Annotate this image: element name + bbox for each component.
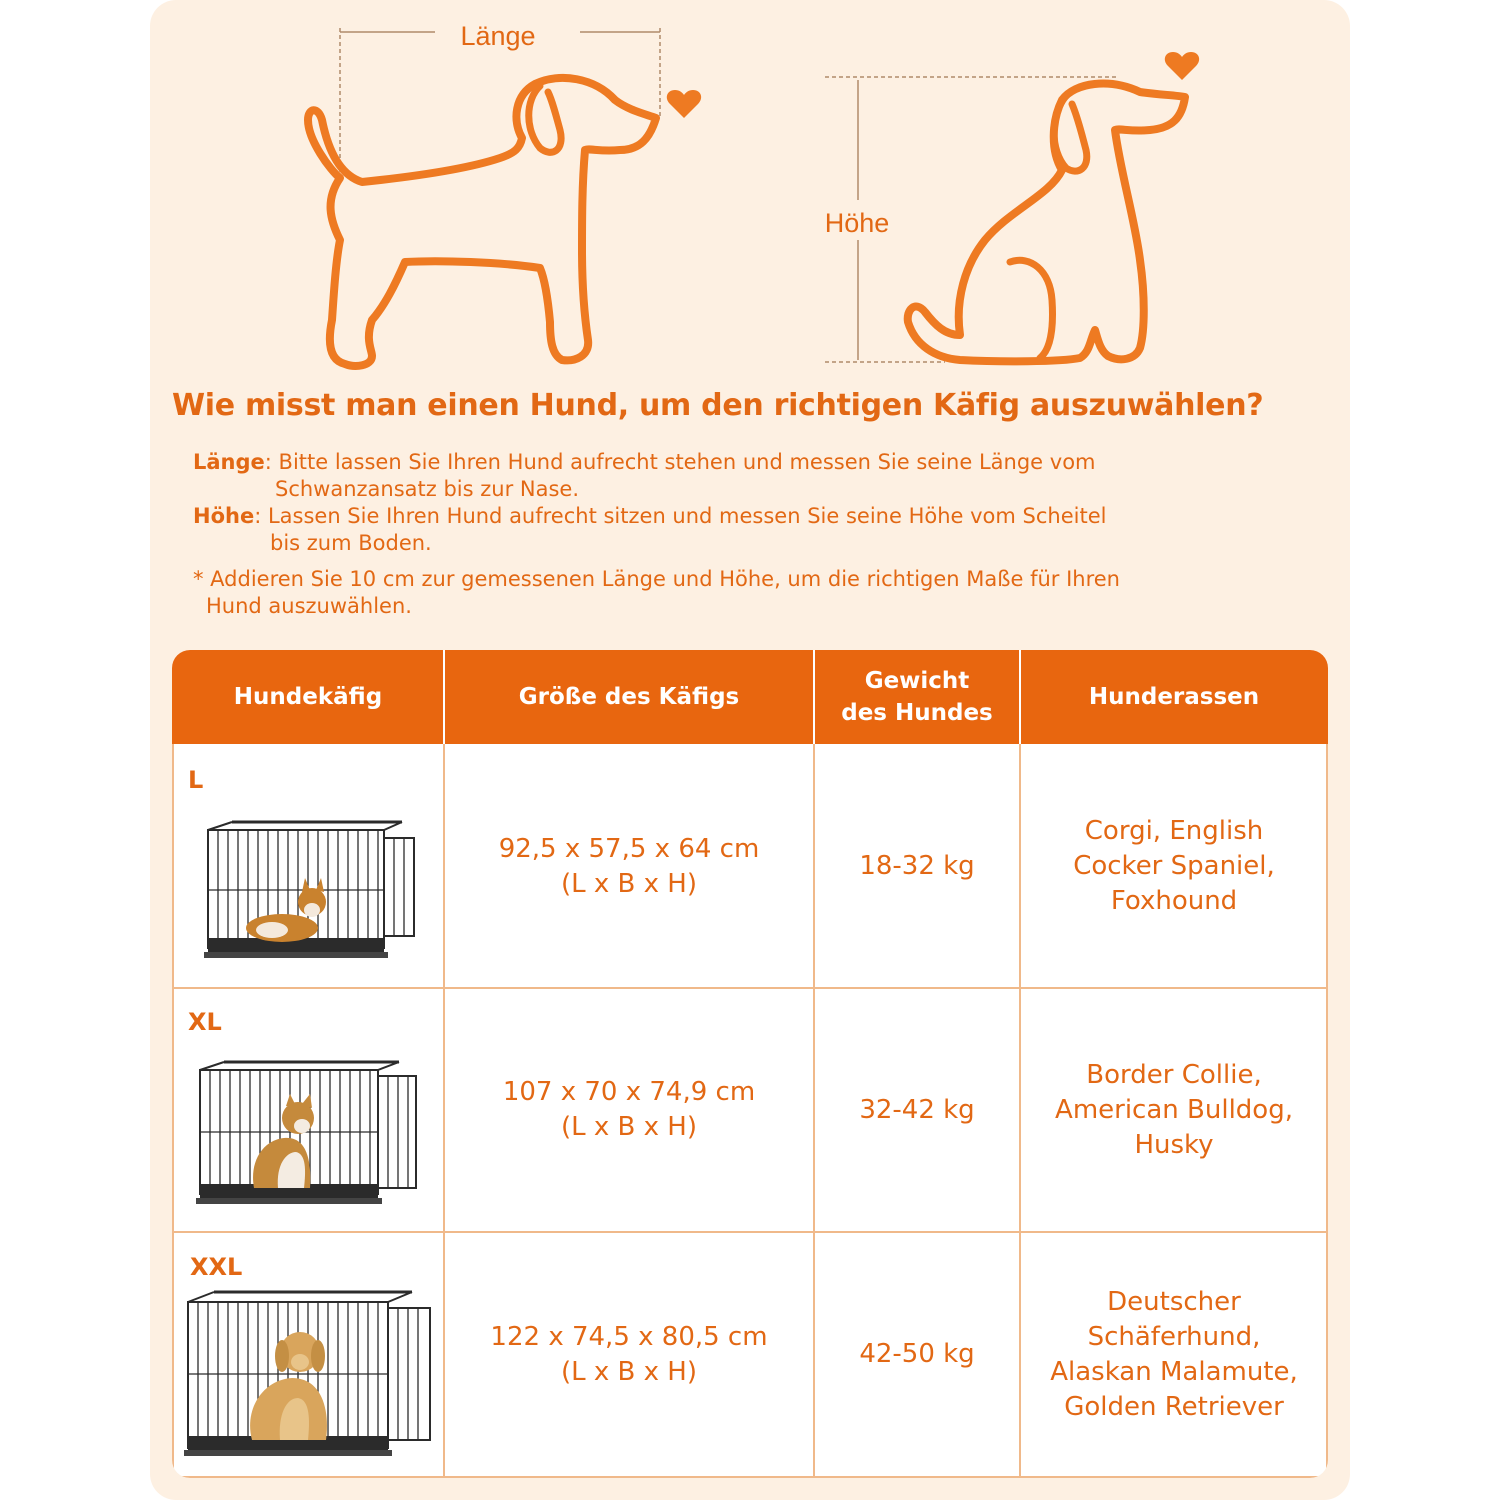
length-instruction-cont: Schwanzansatz bis zur Nase.	[275, 477, 580, 501]
cell-dimensions: 92,5 x 57,5 x 64 cm (L x B x H)	[498, 833, 760, 899]
cell-dimensions: 122 x 74,5 x 80,5 cm (L x B x H)	[490, 1321, 768, 1387]
crate-with-corgi-image	[202, 820, 422, 965]
crate-with-border-collie-image	[194, 1060, 426, 1210]
heart-icon	[667, 90, 701, 118]
size-label: L	[188, 766, 204, 794]
standing-dog-icon	[308, 78, 656, 366]
sitting-dog-icon	[908, 84, 1185, 362]
header-size: Größe des Käfigs	[518, 684, 740, 710]
size-label: XL	[188, 1008, 222, 1036]
size-label: XXL	[190, 1253, 243, 1281]
cell-breeds: Corgi, English Cocker Spaniel, Foxhound	[1073, 816, 1275, 916]
page-title: Wie misst man einen Hund, um den richtigen Käfig auszuwählen?	[172, 388, 1264, 423]
cell-weight: 32-42 kg	[859, 1094, 975, 1125]
cell-dimensions: 107 x 70 x 74,9 cm (L x B x H)	[502, 1077, 756, 1142]
size-table	[172, 650, 1328, 1478]
cell-weight: 18-32 kg	[859, 851, 975, 881]
cell-weight: 42-50 kg	[859, 1339, 975, 1369]
header-weight: Gewicht des Hundes	[841, 668, 993, 726]
table-header	[172, 650, 1328, 744]
height-instruction: Höhe: Lassen Sie Ihren Hund aufrecht sitzen und messen Sie seine Höhe vom Scheitel	[193, 504, 1107, 528]
cell-breeds: Deutscher Schäferhund, Alaskan Malamute, Golden Retriever	[1050, 1286, 1298, 1422]
length-term: Länge	[193, 450, 265, 474]
header-crate: Hundekäfig	[233, 684, 383, 710]
cell-breeds: Border Collie, American Bulldog, Husky	[1055, 1059, 1293, 1160]
height-instruction-cont: bis zum Boden.	[270, 531, 432, 555]
size-note-cont: Hund auszuwählen.	[206, 594, 412, 618]
crate-with-golden-retriever-image	[182, 1290, 437, 1465]
length-instruction: Länge: Bitte lassen Sie Ihren Hund aufrecht stehen und messen Sie seine Länge vom	[193, 450, 1096, 474]
heart-icon	[1165, 52, 1199, 80]
header-breeds: Hunderassen	[1088, 684, 1260, 710]
height-term: Höhe	[193, 504, 255, 528]
height-label: Höhe	[824, 208, 890, 238]
size-note: * Addieren Sie 10 cm zur gemessenen Länge und Höhe, um die richtigen Maße für Ihren	[193, 567, 1120, 591]
measurement-illustration	[150, 0, 1350, 390]
length-label: Länge	[460, 21, 536, 51]
